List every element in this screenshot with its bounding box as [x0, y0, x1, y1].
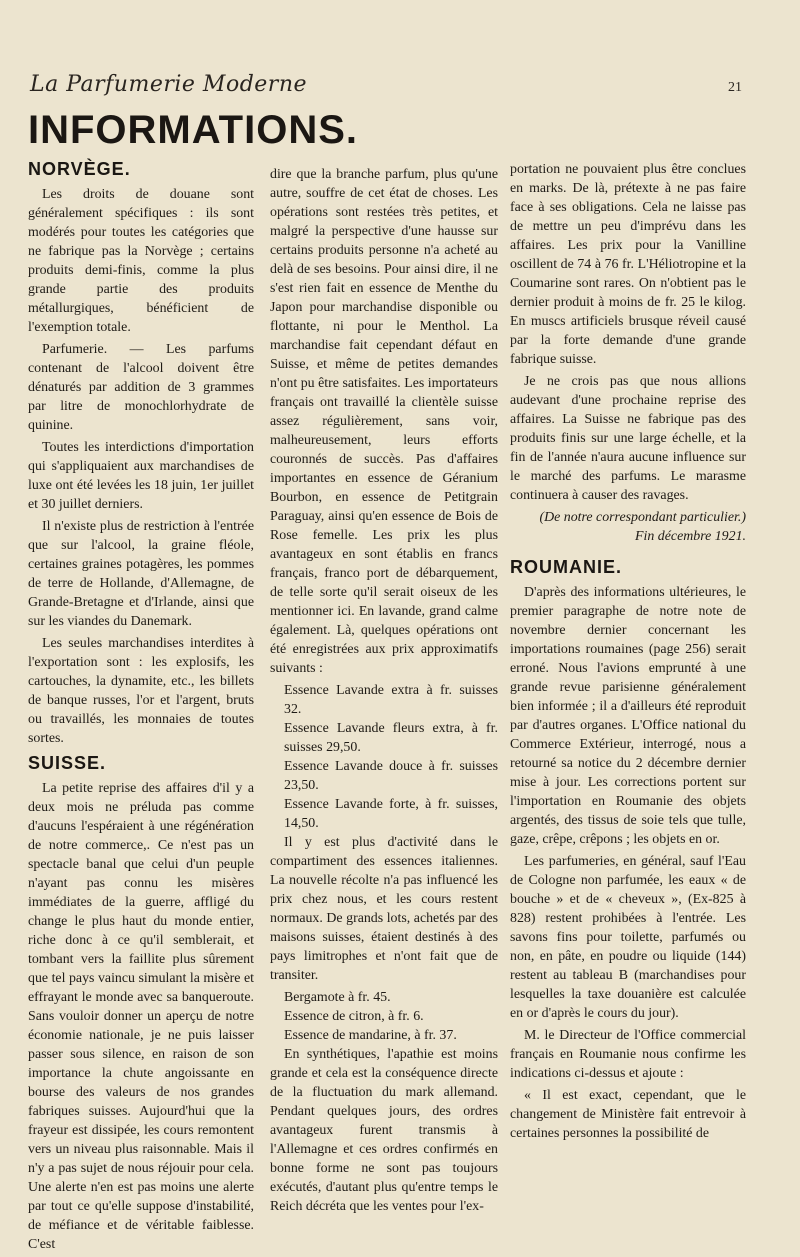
section-heading-roumanie: ROUMANIE.	[510, 557, 622, 577]
price-item: Essence Lavande extra à fr. suisses 32.	[284, 683, 498, 717]
price-item: Essence de citron, à fr. 6.	[284, 1009, 424, 1024]
paragraph: Les seules marchandises interdites à l'exportation sont : les explosifs, les cartouches, la dynamite, etc., les billets de banque russes, l'or et l'argent, bruts ou travaillés, les monnaies de toutes sortes.	[28, 636, 254, 746]
section-heading-suisse: SUISSE.	[28, 753, 107, 773]
paragraph: Il n'existe plus de restriction à l'entrée que sur l'alcool, la graine fléole, certaines graines potagères, les pommes de terre de Hollande, d'Allemagne, de Grande-Bretagne et d'Irlande, ainsi que sur les viandes du Danemark.	[28, 519, 254, 629]
signature-date: Fin décembre 1921.	[635, 529, 746, 544]
paragraph: M. le Directeur de l'Office commercial français en Roumanie nous confirme les indications ci-dessus et ajoute :	[510, 1028, 746, 1081]
paragraph: « Il est exact, cependant, que le changement de Ministère fait entrevoir à certaines personnes la possibilité de	[510, 1088, 746, 1141]
masthead: La Parfumerie Moderne	[30, 72, 308, 97]
price-item: Essence de mandarine, à fr. 37.	[284, 1028, 457, 1043]
paragraph: En synthétiques, l'apathie est moins grande et cela est la conséquence directe de la fluctuation du mark allemand. Pendant quelques jours, des ordres avantageux furent transmis à l'Allemagne et ces ordres confirmés en bonne forme ne sont pas toujours exécutés, d'autant plus qu'entre temps le Reich décréta que les ventes pour l'ex-	[270, 1047, 498, 1214]
paragraph: Parfumerie. — Les parfums contenant de l'alcool doivent être dénaturés par addition de 3 grammes par litre de monochlorhydrate de quinine.	[28, 342, 254, 433]
page-title: INFORMATIONS.	[28, 108, 359, 152]
paragraph: Je ne crois pas que nous allions audevant d'une prochaine reprise des affaires. La Suisse ne fabrique pas des produits finis sur une large échelle, et la fin de l'année n'aura aucune influence sur le marché des parfums. Le marasme continuera à causer des ravages.	[510, 374, 746, 503]
price-item: Essence Lavande forte, à fr. suisses, 14,50.	[284, 797, 498, 831]
paragraph: Toutes les interdictions d'importation qui s'appliquaient aux marchandises de luxe ont été levées les 18 juin, 1er juillet et 30 juillet derniers.	[28, 440, 254, 512]
signature: (De notre correspondant particulier.)	[539, 510, 746, 525]
column-2	[270, 165, 498, 1219]
paragraph: portation ne pouvaient plus être conclues en marks. De là, prétexte à ne pas faire face à ses obligations. Cela ne laisse pas de mettre un peu d'imprévu dans les affaires. Les prix pour la Vanilline oscillent de 74 à 76 fr. L'Héliotropine et la Coumarine sont rares. On n'obtient pas le dernier produit à moins de fr. 25 le kilog. En muscs artificiels brusque réveil causé par la forte demande d'une grande fabrique suisse.	[510, 162, 746, 367]
column-1	[28, 160, 254, 1257]
price-item: Essence Lavande fleurs extra, à fr. suisses 29,50.	[284, 721, 498, 755]
section-heading-norvege: NORVÈGE.	[28, 159, 131, 179]
paragraph: dire que la branche parfum, plus qu'une autre, souffre de cet état de choses. Les opérations sont restées très petites, et malgré la perspective d'une hausse sur certains produits personne n'a acheté au delà de ses besoins. Pour ainsi dire, il ne s'est rien fait en essence de Menthe du Japon pour marchandise disponible ou flottante, ni pour le Menthol. La marchandise fait cependant défaut en Suisse, et même de petites demandes n'ont pu être satisfaites. Les importateurs français ont travaillé la clientèle suisse assez régulièrement, sans voir, malheureusement, leurs efforts couronnés de succès. Pas d'affaires importantes en essence de Géranium Bourbon, en essence de Petitgrain Paraguay, ainsi qu'en essence de Bois de Rose femelle. Les prix les plus avantageux en sont établis en francs français, franco port de débarquement, de telle sorte qu'il serait oiseux de les mentionner ici. En lavande, grand calme également. Là, quelques opérations ont été enregistrées aux prix approximatifs suivants :	[270, 167, 498, 676]
price-item: Essence Lavande douce à fr. suisses 23,50.	[284, 759, 498, 793]
price-item: Bergamote à fr. 45.	[284, 990, 391, 1005]
column-3	[510, 160, 746, 1146]
paragraph: Il y est plus d'activité dans le compartiment des essences italiennes. La nouvelle récolte n'a pas influencé les prix chez nous, et les cours restent normaux. De grands lots, achetés par des maisons suisses, étaient destinés à des pays limitrophes et n'ont fait que de transiter.	[270, 835, 498, 983]
page-number: 21	[728, 80, 742, 95]
paragraph: D'après des informations ultérieures, le premier paragraphe de notre note de novembre dernier concernant les importations roumaines (page 256) serait erroné. Nous l'avions emprunté à une grande revue parisienne généralement bien informée ; il a d'ailleurs été reproduit par d'autres organes. L'Office national du Commerce Extérieur, interrogé, nous a retourné sa notice du 2 décembre dernier mise à jour. Les corrections portent sur l'importation en Roumanie des objets argentés, des tissus de soie tels que tulle, gaze, crêpe, crêpons ; les objets en or.	[510, 585, 746, 847]
paragraph: Les droits de douane sont généralement spécifiques : ils sont modérés pour toutes les catégories que ne fabrique pas la Norvège ; certains produits demi-finis, comme la plus grande partie des produits métallurgiques, bénéficient de l'exemption totale.	[28, 187, 254, 335]
paragraph: Les parfumeries, en général, sauf l'Eau de Cologne non parfumée, les eaux « de bouche » et de « cheveux », (Ex-825 à 828) restent prohibées à l'entrée. Les savons fins pour toilette, parfumés ou non, en pâte, en poudre ou liquide (144) restent au tableau B (marchandises pour lesquelles la taxe douanière est calculée en or d'après le cours du jour).	[510, 854, 746, 1021]
paragraph: La petite reprise des affaires d'il y a deux mois ne préluda pas comme d'aucuns l'espéraient à une régénération de notre commerce,. Ce n'est pas un spectacle banal que celui d'un peuple n'ayant pas connu les misères immédiates de la guerre, affligé du change le plus haut du monde entier, riche donc à ce qu'il semblerait, et tombant vers la faillite plus sûrement que tel pays vaincu simulant la misère et effrayant le monde avec sa banqueroute. Sans vouloir donner un aperçu de notre économie nationale, je ne puis laisser passer sous silence, en raison de son importance la chute angoissante en bourse des valeurs de nos grandes fabriques suisses. Aujourd'hui que la frayeur est dissipée, les cours remontent vers un niveau plus raisonnable. Mais il n'y a pas sujet de nous réjouir pour cela. Une alerte n'en est pas moins une alerte par tout ce qu'elle suppose d'instabilité, de méfiance et de véritable faiblesse. C'est	[28, 781, 254, 1252]
